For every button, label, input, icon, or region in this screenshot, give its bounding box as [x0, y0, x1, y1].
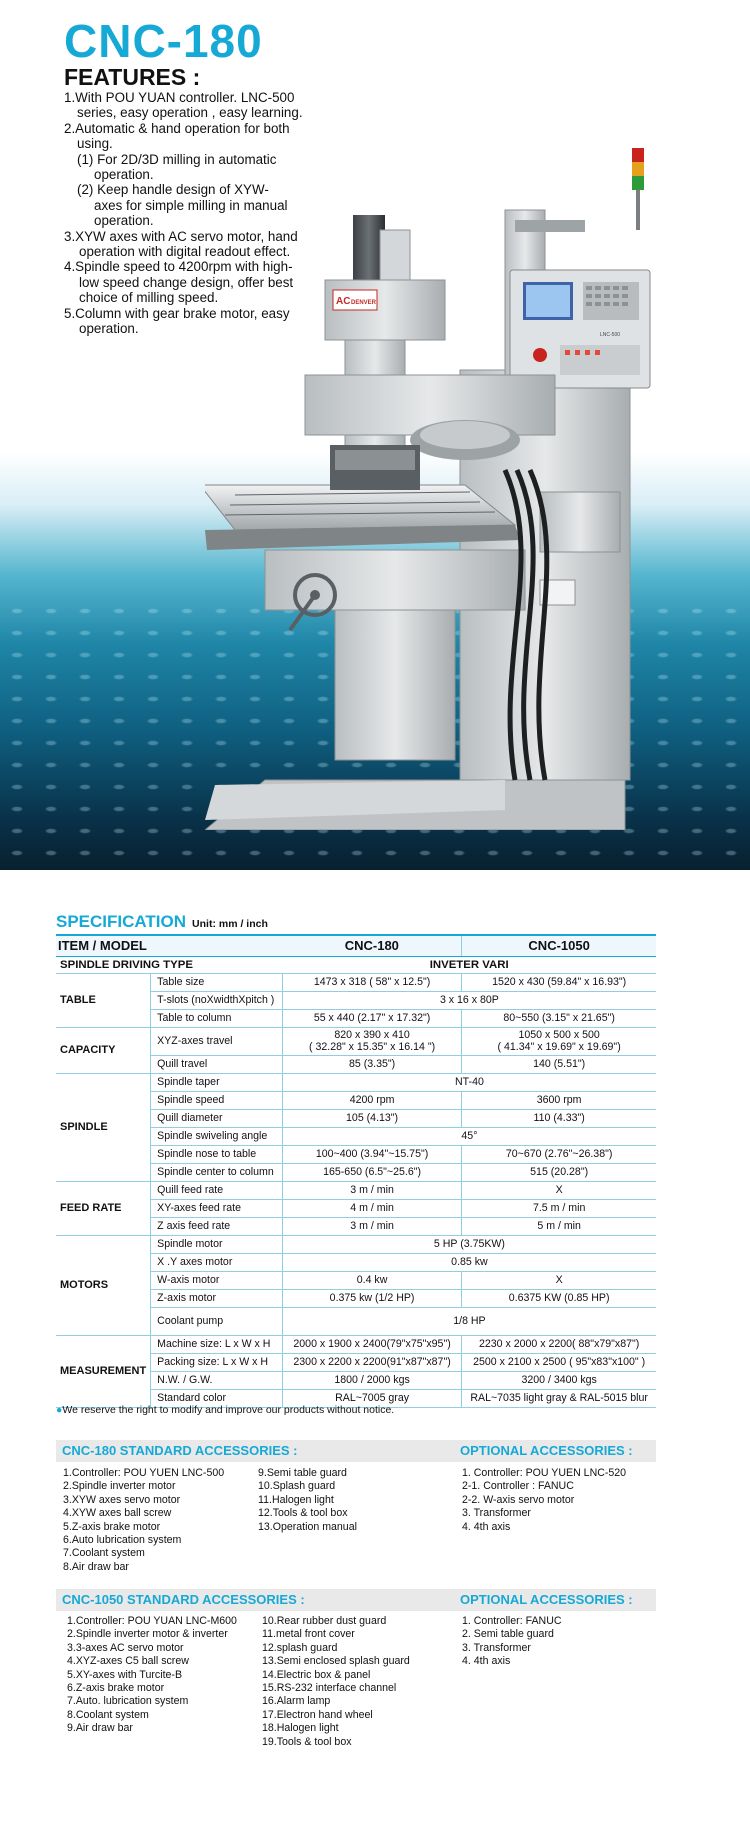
feature-line: axes for simple milling in manual [94, 197, 288, 213]
spec-value-line: 2230 x 2000 x 2200( 88"x79"x87") [478, 1338, 640, 1350]
feature-line: operation. [94, 213, 154, 229]
spec-value-line: X [555, 1184, 563, 1196]
accessory-item: 7.Coolant system [63, 1547, 145, 1560]
accessory-item: 16.Alarm lamp [262, 1695, 331, 1708]
accessory-item: 8.Air draw bar [63, 1560, 129, 1573]
cnc-machine-illustration [205, 140, 675, 830]
spec-value-line: 7.5 m / min [532, 1202, 586, 1214]
spec-label: N.W. / G.W. [151, 1371, 283, 1389]
accessory-item: 15.RS-232 interface channel [262, 1682, 397, 1695]
spec-label: Spindle nose to table [151, 1145, 283, 1163]
spec-label: Spindle taper [151, 1073, 283, 1091]
spec-value-cnc180 [282, 1145, 461, 1163]
accessory-item: 9.Semi table guard [258, 1467, 347, 1479]
spec-value-line: 2000 x 1900 x 2400(79"x75"x95") [293, 1338, 451, 1350]
spec-value-cnc180 [282, 1353, 461, 1371]
spec-label: Z-axis motor [151, 1289, 283, 1307]
accessory-item: 19.Tools & tool box [262, 1735, 352, 1748]
spec-label: Spindle center to column [151, 1163, 283, 1181]
spec-category: SPINDLE [56, 1073, 151, 1181]
spec-label: Machine size: L x W x H [151, 1335, 283, 1353]
spec-value-shared: NT-40 [282, 1073, 656, 1091]
svg-text:LNC-500: LNC-500 [600, 332, 621, 338]
spec-value-cnc1050 [462, 1027, 656, 1055]
feature-line: (2) Keep handle design of XYW- [77, 182, 269, 198]
spec-row [56, 1073, 656, 1091]
spec-value-line: 140 (5.51") [533, 1058, 586, 1070]
accessory-item: 13.Semi enclosed splash guard [262, 1655, 410, 1668]
acc1050-standard-list-1 [67, 1615, 237, 1736]
accessory-item: 1. Controller: POU YUEN LNC-520 [462, 1467, 627, 1479]
accessory-item: 4.XYW axes ball screw [63, 1507, 172, 1520]
accessory-item: 1.Controller: POU YUEN LNC-500 [63, 1467, 225, 1479]
spec-value-line: ( 41.34" x 19.69" x 19.69") [497, 1041, 621, 1053]
accessory-item: 6.Z-axis brake motor [67, 1682, 165, 1695]
spec-value-line: 1473 x 318 ( 58" x 12.5") [313, 976, 431, 988]
spec-value-cnc180 [282, 1055, 461, 1073]
spec-value-line: 3200 / 3400 kgs [521, 1374, 597, 1386]
accessory-item: 17.Electron hand wheel [262, 1708, 373, 1721]
feature-line: low speed change design, offer best [79, 274, 294, 290]
spec-row [56, 1335, 656, 1353]
accessory-item: 3.3-axes AC servo motor [67, 1641, 184, 1654]
spec-label: Z axis feed rate [151, 1217, 283, 1235]
notice-text: We reserve the right to modify and improve our products without notice. [62, 1404, 395, 1416]
accessory-item: 18.Halogen light [262, 1722, 339, 1735]
spec-label: XYZ-axes travel [151, 1027, 283, 1055]
feature-line: operation. [94, 167, 154, 183]
spec-value-line: RAL~7035 light gray & RAL-5015 blur [470, 1392, 648, 1404]
spec-value-line: 2500 x 2100 x 2500 ( 95"x83"x100" ) [473, 1356, 646, 1368]
acc180-header-band [56, 1440, 656, 1462]
acc180-standard-list-2 [258, 1467, 357, 1534]
spec-value-cnc180 [282, 1335, 461, 1353]
accessory-item: 10.Rear rubber dust guard [262, 1615, 387, 1627]
accessory-item: 8.Coolant system [67, 1708, 149, 1721]
accessory-item: 14.Electric box & panel [262, 1668, 371, 1681]
feature-line: operation with digital readout effect. [79, 244, 291, 260]
spec-category: CAPACITY [56, 1027, 151, 1073]
spec-value-cnc180 [282, 1163, 461, 1181]
spec-value-cnc1050 [462, 973, 656, 991]
spec-label: Table size [151, 973, 283, 991]
spec-value-line: 1800 / 2000 kgs [334, 1374, 410, 1386]
acc1050-optional-title: OPTIONAL ACCESSORIES : [460, 1592, 633, 1607]
spec-value-line: 1520 x 430 (59.84" x 16.93") [492, 976, 627, 988]
spec-value-line: X [555, 1274, 563, 1286]
hero-banner [0, 0, 750, 870]
accessory-item: 3. Transformer [462, 1507, 531, 1520]
features-heading: FEATURES : [64, 64, 201, 90]
spec-label: Quill diameter [151, 1109, 283, 1127]
feature-line: (1) For 2D/3D milling in automatic [77, 151, 277, 167]
svg-text:DENVER: DENVER [351, 300, 377, 306]
acc1050-optional-list [462, 1615, 562, 1669]
spec-value-line: 70~670 (2.76"~26.38") [505, 1148, 613, 1160]
spec-value-line: 85 (3.35") [348, 1058, 396, 1070]
spec-value-cnc1050 [462, 1289, 656, 1307]
spec-value-cnc1050 [462, 1335, 656, 1353]
spec-value-cnc1050 [462, 1371, 656, 1389]
accessory-item: 7.Auto. lubrication system [67, 1695, 189, 1708]
spec-value-cnc180 [282, 1199, 461, 1217]
spec-value-cnc180 [282, 1027, 461, 1055]
spec-unit: Unit: mm / inch [192, 918, 268, 930]
spec-value-line: 3600 rpm [536, 1094, 582, 1106]
spec-value-line: 3 m / min [350, 1220, 394, 1232]
spec-value-line: 5 m / min [537, 1220, 581, 1232]
spec-label: T-slots (noXwidthXpitch ) [151, 991, 283, 1009]
spindle-driving-row [56, 956, 656, 973]
accessory-item: 6.Auto lubrication system [63, 1534, 182, 1547]
accessory-item: 12.splash guard [262, 1641, 338, 1654]
model-1-header: CNC-180 [282, 936, 461, 956]
spec-value-cnc180 [282, 1371, 461, 1389]
spec-value-cnc180 [282, 1217, 461, 1235]
spec-header [56, 912, 268, 932]
spec-value-cnc1050 [462, 1271, 656, 1289]
spec-table-header [56, 936, 656, 956]
accessory-item: 3.XYW axes servo motor [63, 1493, 181, 1506]
spec-value-cnc1050 [462, 1009, 656, 1027]
spec-value-cnc180 [282, 1181, 461, 1199]
spec-value-line: 55 x 440 (2.17" x 17.32") [313, 1012, 431, 1024]
acc180-standard-list-1 [63, 1467, 224, 1574]
spec-value-line: 100~400 (3.94"~15.75") [315, 1148, 429, 1160]
spec-table [56, 936, 656, 1408]
spec-value-shared: 3 x 16 x 80P [282, 991, 656, 1009]
spec-value-line: 4200 rpm [349, 1094, 395, 1106]
feature-line: using. [77, 136, 113, 152]
svg-text:AC: AC [336, 296, 351, 307]
spec-label: Table to column [151, 1009, 283, 1027]
acc1050-header-band [56, 1589, 656, 1611]
spec-label: Quill travel [151, 1055, 283, 1073]
model-2-header: CNC-1050 [462, 936, 656, 956]
feature-line: 2.Automatic & hand operation for both [64, 120, 290, 136]
accessory-item: 10.Splash guard [258, 1480, 336, 1493]
feature-line: operation. [79, 321, 139, 337]
spec-value-cnc180 [282, 1109, 461, 1127]
bullet-icon: ● [56, 1404, 63, 1416]
spec-value-shared: 45° [282, 1127, 656, 1145]
accessory-item: 4.XYZ-axes C5 ball screw [67, 1655, 189, 1668]
spec-value-cnc1050 [462, 1109, 656, 1127]
spec-value-line: 3 m / min [350, 1184, 394, 1196]
spec-label: Standard color [151, 1389, 283, 1407]
acc180-optional-list [462, 1467, 626, 1534]
accessory-item: 3. Transformer [462, 1641, 531, 1654]
spec-value-line: 105 (4.13") [346, 1112, 399, 1124]
notice [56, 1404, 394, 1416]
spec-row [56, 973, 656, 991]
spec-value-line: 1050 x 500 x 500 [518, 1029, 600, 1041]
item-model-header: ITEM / MODEL [56, 936, 282, 956]
accessory-item: 2. Semi table guard [462, 1628, 554, 1641]
spec-value-cnc1050 [462, 1055, 656, 1073]
spec-value-cnc180 [282, 1289, 461, 1307]
spec-value-cnc180 [282, 973, 461, 991]
accessory-item: 2-2. W-axis servo motor [462, 1493, 575, 1506]
spindle-driving-value: INVETER VARI [282, 956, 656, 973]
spec-value-shared: 0.85 kw [282, 1253, 656, 1271]
feature-line: series, easy operation , easy learning. [77, 105, 303, 121]
spec-category: MOTORS [56, 1235, 151, 1335]
spec-value-line: ( 32.28" x 15.35" x 16.14 ") [309, 1041, 436, 1053]
spec-value-cnc1050 [462, 1389, 656, 1407]
spec-value-line: 0.375 kw (1/2 HP) [329, 1292, 415, 1304]
spec-value-line: 4 m / min [350, 1202, 394, 1214]
spec-value-line: 110 (4.33") [533, 1112, 585, 1124]
spec-label: Coolant pump [151, 1307, 283, 1335]
accessory-item: 5.XY-axes with Turcite-B [67, 1668, 183, 1681]
feature-line: choice of milling speed. [79, 290, 219, 306]
spec-label: W-axis motor [151, 1271, 283, 1289]
spec-value-line: 0.4 kw [356, 1274, 388, 1286]
spec-row [56, 1235, 656, 1253]
spec-value-cnc1050 [462, 1217, 656, 1235]
spec-value-line: 2300 x 2200 x 2200(91"x87"x87") [293, 1356, 451, 1368]
spec-value-cnc1050 [462, 1353, 656, 1371]
spec-value-cnc180 [282, 1091, 461, 1109]
acc1050-standard-list-2 [262, 1615, 410, 1749]
spec-label: X .Y axes motor [151, 1253, 283, 1271]
spec-value-line: 165-650 (6.5"~25.6") [323, 1166, 422, 1178]
spec-value-line: 515 (20.28") [530, 1166, 589, 1178]
feature-line: 5.Column with gear brake motor, easy [64, 305, 290, 321]
spec-label: Spindle swiveling angle [151, 1127, 283, 1145]
spec-label: Spindle speed [151, 1091, 283, 1109]
spec-label: Quill feed rate [151, 1181, 283, 1199]
spec-category: MEASUREMENT [56, 1335, 151, 1407]
spec-value-cnc1050 [462, 1199, 656, 1217]
spec-value-shared: 5 HP (3.75KW) [282, 1235, 656, 1253]
spec-value-line: 80~550 (3.15" x 21.65") [503, 1012, 615, 1024]
accessory-item: 4. 4th axis [462, 1655, 511, 1668]
spec-category: FEED RATE [56, 1181, 151, 1235]
accessory-item: 4. 4th axis [462, 1520, 511, 1533]
spec-row [56, 1181, 656, 1199]
feature-line: 3.XYW axes with AC servo motor, hand [64, 228, 298, 244]
accessory-item: 2-1. Controller : FANUC [462, 1480, 574, 1493]
acc1050-title: CNC-1050 STANDARD ACCESSORIES : [62, 1592, 305, 1607]
accessory-item: 2.Spindle inverter motor & inverter [67, 1628, 228, 1641]
accessory-item: 11.metal front cover [262, 1628, 355, 1641]
product-title: CNC-180 [64, 15, 263, 67]
accessory-item: 2.Spindle inverter motor [63, 1480, 176, 1493]
accessory-item: 11.Halogen light [258, 1493, 334, 1506]
spec-value-line: 820 x 390 x 410 [334, 1029, 410, 1041]
spec-label: Packing size: L x W x H [151, 1353, 283, 1371]
accessory-item: 1.Controller: POU YUAN LNC-M600 [67, 1615, 237, 1627]
spec-value-cnc180 [282, 1271, 461, 1289]
spec-label: Spindle motor [151, 1235, 283, 1253]
spec-category: TABLE [56, 973, 151, 1027]
spec-value-cnc1050 [462, 1145, 656, 1163]
feature-line: 4.Spindle speed to 4200rpm with high- [64, 259, 293, 275]
spec-value-line: RAL~7005 gray [335, 1392, 410, 1404]
spec-value-cnc180 [282, 1009, 461, 1027]
spec-value-cnc1050 [462, 1181, 656, 1199]
spec-label: XY-axes feed rate [151, 1199, 283, 1217]
acc180-title: CNC-180 STANDARD ACCESSORIES : [62, 1443, 298, 1458]
accessory-item: 9.Air draw bar [67, 1722, 133, 1735]
accessory-item: 5.Z-axis brake motor [63, 1520, 161, 1533]
spec-title: SPECIFICATION [56, 912, 187, 931]
accessory-item: 1. Controller: FANUC [462, 1615, 562, 1627]
spec-value-shared: 1/8 HP [282, 1307, 656, 1335]
spec-value-line: 0.6375 KW (0.85 HP) [508, 1292, 610, 1304]
spec-row [56, 1027, 656, 1055]
spec-value-cnc1050 [462, 1163, 656, 1181]
acc180-optional-title: OPTIONAL ACCESSORIES : [460, 1443, 633, 1458]
spec-value-cnc1050 [462, 1091, 656, 1109]
spindle-driving-label: SPINDLE DRIVING TYPE [56, 956, 282, 973]
feature-line: 1.With POU YUAN controller. LNC-500 [64, 90, 295, 105]
accessory-item: 13.Operation manual [258, 1520, 357, 1533]
accessory-item: 12.Tools & tool box [258, 1507, 348, 1520]
